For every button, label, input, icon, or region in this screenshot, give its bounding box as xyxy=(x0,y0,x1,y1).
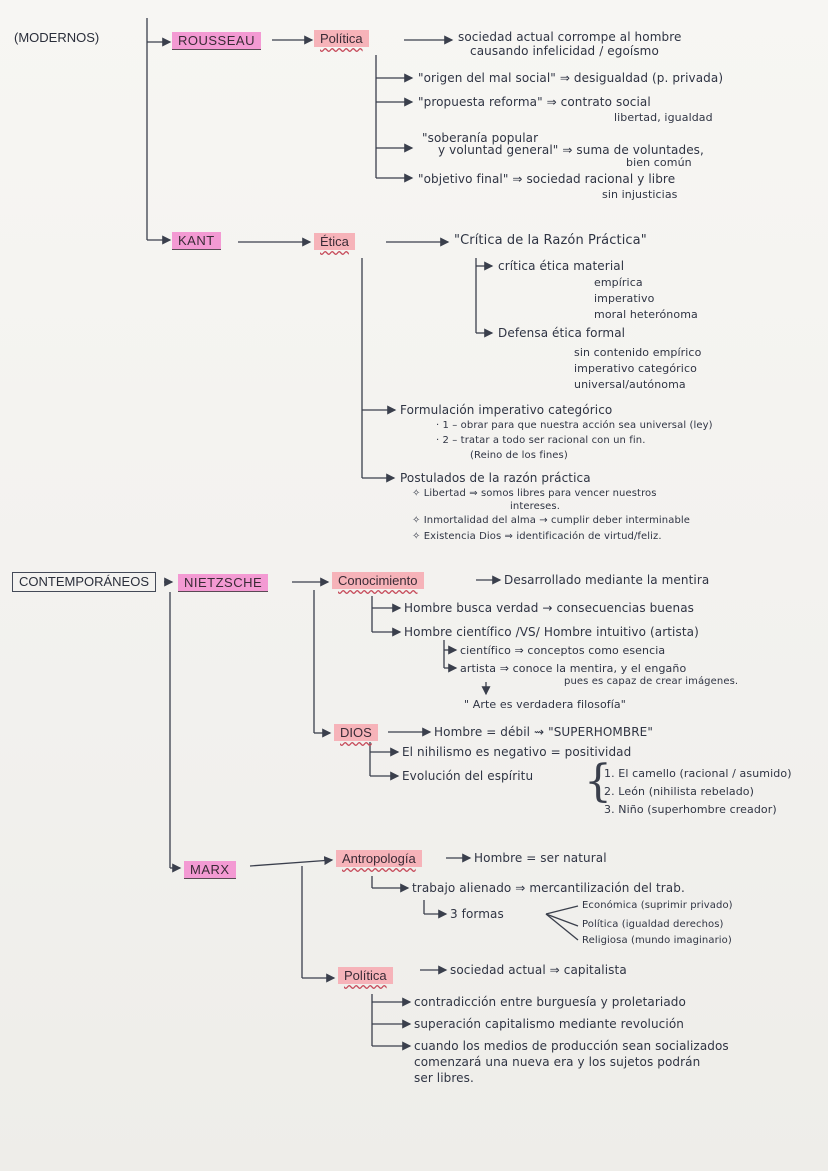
nietzsche-conocimiento-summary: Desarrollado mediante la mentira xyxy=(504,573,710,587)
nietzsche-conocimiento-item-2: Hombre científico /VS/ Hombre intuitivo (artista) xyxy=(404,625,699,639)
rousseau-point-3-sub: bien común xyxy=(626,156,692,169)
nietzsche-dios-item-2: Evolución del espíritu xyxy=(402,769,534,783)
kant-postulado-3: ✧ Existencia Dios ⇒ identificación de virtud/feliz. xyxy=(412,531,662,542)
kant-postulado-1: ✧ Libertad ⇒ somos libres para vencer nuestros xyxy=(412,488,657,499)
kant-material-item-3: moral heterónoma xyxy=(594,308,698,321)
rousseau-point-2: "propuesta reforma" ⇒ contrato social xyxy=(418,95,651,109)
topic-marx-antropologia: Antropología xyxy=(336,850,422,867)
kant-formulacion-1: · 1 – obrar para que nuestra acción sea universal (ley) xyxy=(436,420,713,431)
marx-politica-cont-2: ser libres. xyxy=(414,1071,474,1085)
rousseau-point-4: "objetivo final" ⇒ sociedad racional y libre xyxy=(418,172,676,186)
kant-formulacion-label: Formulación imperativo categórico xyxy=(400,403,613,417)
section-label-contemporaneos: CONTEMPORÁNEOS xyxy=(12,572,156,592)
nietzsche-cientifico: científico ⇒ conceptos como esencia xyxy=(460,644,666,657)
rousseau-summary-1: sociedad actual corrompe al hombre xyxy=(458,30,682,44)
kant-postulado-2: ✧ Inmortalidad del alma → cumplir deber interminable xyxy=(412,515,691,526)
topic-kant-etica: Ética xyxy=(314,233,355,250)
philosopher-kant: KANT xyxy=(172,232,221,250)
rousseau-point-2-sub: libertad, igualdad xyxy=(614,111,713,124)
kant-formal-label: Defensa ética formal xyxy=(498,326,626,340)
kant-formulacion-2: · 2 – tratar a todo ser racional con un fin. xyxy=(436,435,646,446)
marx-antropologia-summary: Hombre = ser natural xyxy=(474,851,607,865)
marx-forma-1: Económica (suprimir privado) xyxy=(582,900,733,911)
evolucion-3: 3. Niño (superhombre creador) xyxy=(604,803,777,816)
evolucion-2: 2. León (nihilista rebelado) xyxy=(604,785,755,798)
philosopher-nietzsche: NIETZSCHE xyxy=(178,574,268,592)
marx-trabajo: trabajo alienado ⇒ mercantilización del trab. xyxy=(412,881,685,895)
nietzsche-conocimiento-item-1: Hombre busca verdad → consecuencias buenas xyxy=(404,601,694,615)
topic-marx-politica: Política xyxy=(338,967,393,984)
kant-formal-item-3: universal/autónoma xyxy=(574,378,686,391)
marx-politica-item-3: cuando los medios de producción sean socializados xyxy=(414,1039,729,1053)
rousseau-point-3: "soberanía popular xyxy=(422,131,539,145)
philosopher-marx: MARX xyxy=(184,861,236,879)
nietzsche-dios-item-1: El nihilismo es negativo = positividad xyxy=(402,745,632,759)
marx-politica-cont-1: comenzará una nueva era y los sujetos podrán xyxy=(414,1055,701,1069)
marx-forma-3: Religiosa (mundo imaginario) xyxy=(582,935,732,946)
kant-postulados-label: Postulados de la razón práctica xyxy=(400,471,591,485)
nietzsche-conclusion: " Arte es verdadera filosofía" xyxy=(464,698,626,711)
philosopher-rousseau: ROUSSEAU xyxy=(172,32,261,50)
rousseau-summary-2: causando infelicidad / egoísmo xyxy=(470,44,659,58)
topic-rousseau-politica: Política xyxy=(314,30,369,47)
nietzsche-dios-summary: Hombre = débil ⇝ "SUPERHOMBRE" xyxy=(434,725,653,739)
section-label-modernos: (MODERNOS) xyxy=(14,30,100,45)
nietzsche-artista: artista ⇒ conoce la mentira, y el engaño xyxy=(460,662,687,675)
rousseau-point-1: "origen del mal social" ⇒ desigualdad (p. privada) xyxy=(418,71,724,85)
marx-formas-label: 3 formas xyxy=(450,907,504,921)
evolucion-1: 1. El camello (racional / asumido) xyxy=(604,767,792,780)
kant-postulado-1b: intereses. xyxy=(510,501,560,512)
kant-formulacion-3: (Reino de los fines) xyxy=(470,450,568,461)
marx-forma-2: Política (igualdad derechos) xyxy=(582,919,724,930)
kant-material-label: crítica ética material xyxy=(498,259,625,273)
rousseau-point-3b: y voluntad general" ⇒ suma de voluntades, xyxy=(438,143,704,157)
brace-icon: { xyxy=(584,756,612,807)
topic-nietzsche-dios: DIOS xyxy=(334,724,378,741)
marx-politica-item-1: contradicción entre burguesía y proletariado xyxy=(414,995,686,1009)
kant-material-item-2: imperativo xyxy=(594,292,655,305)
nietzsche-artista-cont: pues es capaz de crear imágenes. xyxy=(564,676,739,687)
kant-formal-item-1: sin contenido empírico xyxy=(574,346,702,359)
marx-politica-item-2: superación capitalismo mediante revolución xyxy=(414,1017,684,1031)
kant-formal-item-2: imperativo categórico xyxy=(574,362,697,375)
kant-critica: "Crítica de la Razón Práctica" xyxy=(454,233,647,248)
topic-nietzsche-conocimiento: Conocimiento xyxy=(332,572,424,589)
kant-material-item-1: empírica xyxy=(594,276,643,289)
rousseau-point-4-sub: sin injusticias xyxy=(602,188,678,201)
marx-politica-summary: sociedad actual ⇒ capitalista xyxy=(450,963,627,977)
